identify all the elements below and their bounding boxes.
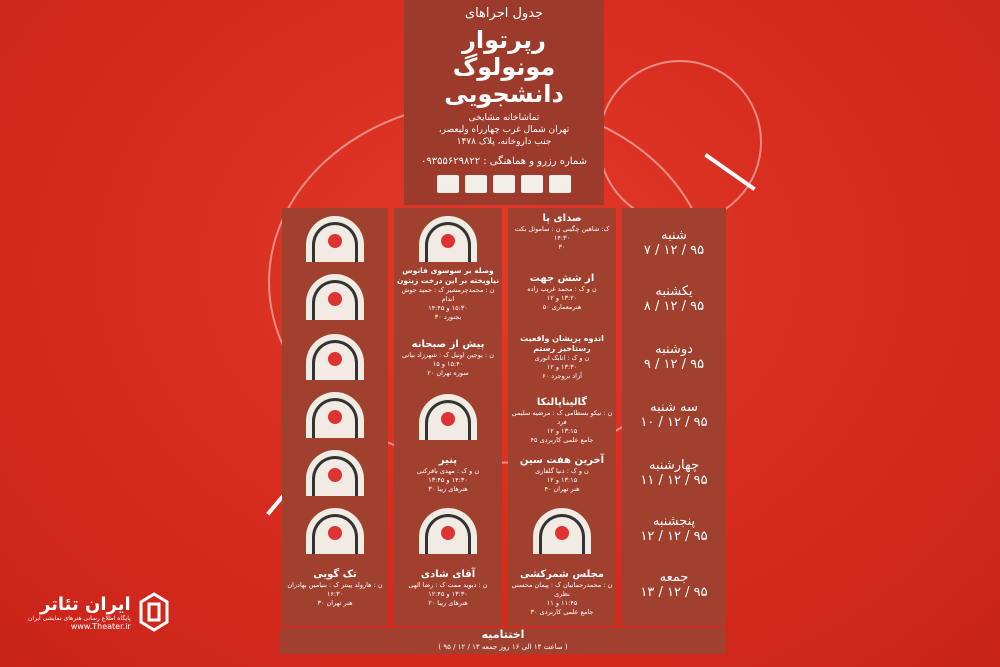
theater-emblem-icon [419, 508, 477, 554]
show-cell: اندوه پریشان واقعیت رستاخیز رستم ن و ک : اتابک انوری ۱۳:۳۰ و ۱۲ آزاد بروجرد ۶۰ [520, 334, 604, 380]
theater-emblem-icon [419, 394, 477, 440]
venue-address-1: تهران شمال غرب چهارراه ولیعصر، [438, 125, 570, 135]
day-5: چهارشنبه ۹۵ / ۱۲ / ۱۱ [640, 458, 708, 488]
day-3: دوشنبه ۹۵ / ۱۲ / ۹ [643, 342, 705, 372]
show-cell: تک گویی ن : هارولد پینتر ک : بنیامین بهادران ۱۶:۳۰ هنر تهران ۳۰ [287, 569, 383, 607]
schedule-column-3 [282, 208, 388, 626]
sponsor-logo-4 [465, 175, 487, 193]
theater-emblem-icon [306, 508, 364, 554]
closing-time: ( ساعت ۱۴ الی ۱۶ روز جمعه ۱۳ / ۱۲ / ۹۵ ) [438, 643, 568, 651]
show-cell: آخرین هفت سین ن و ک : دنیا گلفاری ۱۳:۱۵ و ۱۲ هنر تهران ۴۰ [519, 455, 605, 493]
header-title-3: دانشجویی [444, 80, 564, 108]
show-cell: وصله بر سوسوی فانوس نیاویخته بر این درخت زیتون ن : محمدچرمشیر ک : حمید جوش اندام ۱۵:۳۰ و ۱۴:۴۵ بجنورد ۳۰ [396, 266, 500, 321]
decor-circle-small [598, 60, 762, 224]
closing-ceremony [280, 628, 726, 654]
show-cell: آقای شادی ن : دیوید ممت ک : رضا الهی ۱۳:۳۰ و ۱۲:۴۵ هنرهای زیبا ۲۰ [408, 569, 488, 607]
sponsor-logo-5 [437, 175, 459, 193]
venue-name: تماشاخانه مشایخی [468, 113, 540, 123]
show-cell: پیش از صبحانه ن : یوجین اونیل ک : شهرزاد بیانی ۱۵:۴۰ و ۱۵ سوره تهران ۲۰ [401, 339, 494, 377]
show-cell: از شش جهت ن و ک : محمد غریب زاده ۱۳:۲۰ و ۱۲ هنرمعماری ۵۰ [527, 273, 597, 311]
theater-emblem-icon [533, 508, 591, 554]
closing-title: اختتامیه [481, 628, 525, 641]
theater-emblem-icon [306, 334, 364, 380]
watermark-url: www.Theater.ir [70, 621, 131, 631]
day-1: شنبه ۹۵ / ۱۲ / ۷ [643, 228, 705, 258]
site-watermark [28, 592, 171, 632]
header-title-1: رپرتوار [462, 26, 546, 54]
schedule-column-1 [508, 208, 616, 626]
theater-emblem-icon [306, 392, 364, 438]
theater-emblem-icon [419, 216, 477, 262]
show-cell: صدای پا ک: شاهین چگینی ن : ساموئل بکت ۱۴:۳۰ ۳۰ [514, 213, 610, 251]
sponsor-logo-2 [521, 175, 543, 193]
sponsor-logo-3 [493, 175, 515, 193]
sponsor-logos [404, 175, 604, 193]
day-7: جمعه ۹۵ / ۱۲ / ۱۳ [640, 570, 708, 600]
show-cell: مجلس شمرکشی ن : محمدرحمانیان ک : پیمان محسنی نظری ۱۱:۴۵ و ۱۱ جامع علمی کاربردی ۳۰ [511, 569, 613, 616]
days-column [622, 208, 726, 626]
poster-header [404, 0, 604, 205]
theater-emblem-icon [306, 216, 364, 262]
day-4: سه شنبه ۹۵ / ۱۲ / ۱۰ [640, 400, 708, 430]
venue-address-2: جنب داروخانه، پلاک ۱۴۷۸ [456, 137, 552, 147]
theater-emblem-icon [306, 450, 364, 496]
theater-emblem-icon [306, 274, 364, 320]
day-2: یکشنبه ۹۵ / ۱۲ / ۸ [643, 284, 705, 314]
header-subtitle: جدول اجراهای [464, 6, 544, 21]
reservation-phone: شماره رزرو و هماهنگی : ۰۹۳۵۵۶۲۹۸۲۲ [420, 156, 588, 167]
watermark-subtitle: پایگاه اطلاع رسانی هنرهای نمایشی ایران [28, 614, 131, 622]
sponsor-logo-1 [549, 175, 571, 193]
day-6: پنجشنبه ۹۵ / ۱۲ / ۱۲ [640, 514, 708, 544]
watermark-name: ایران تئاتر [39, 593, 131, 615]
show-cell: گالیناپالنکا ن : نیکو بسطامی ک : مرضیه سلیمی فرد ۱۳:۱۵ و ۱۲ جامع علمی کاربردی ۴۵ [511, 397, 613, 444]
theater-logo-icon [137, 592, 171, 632]
show-cell: پنیر ن و ک : مهدی باقرکنی ۱۴:۳۰ و ۱۳:۴۵ هنرهای زیبا ۳۰ [416, 455, 480, 493]
schedule-column-2 [394, 208, 502, 626]
header-title-2: مونولوگ [452, 53, 556, 81]
